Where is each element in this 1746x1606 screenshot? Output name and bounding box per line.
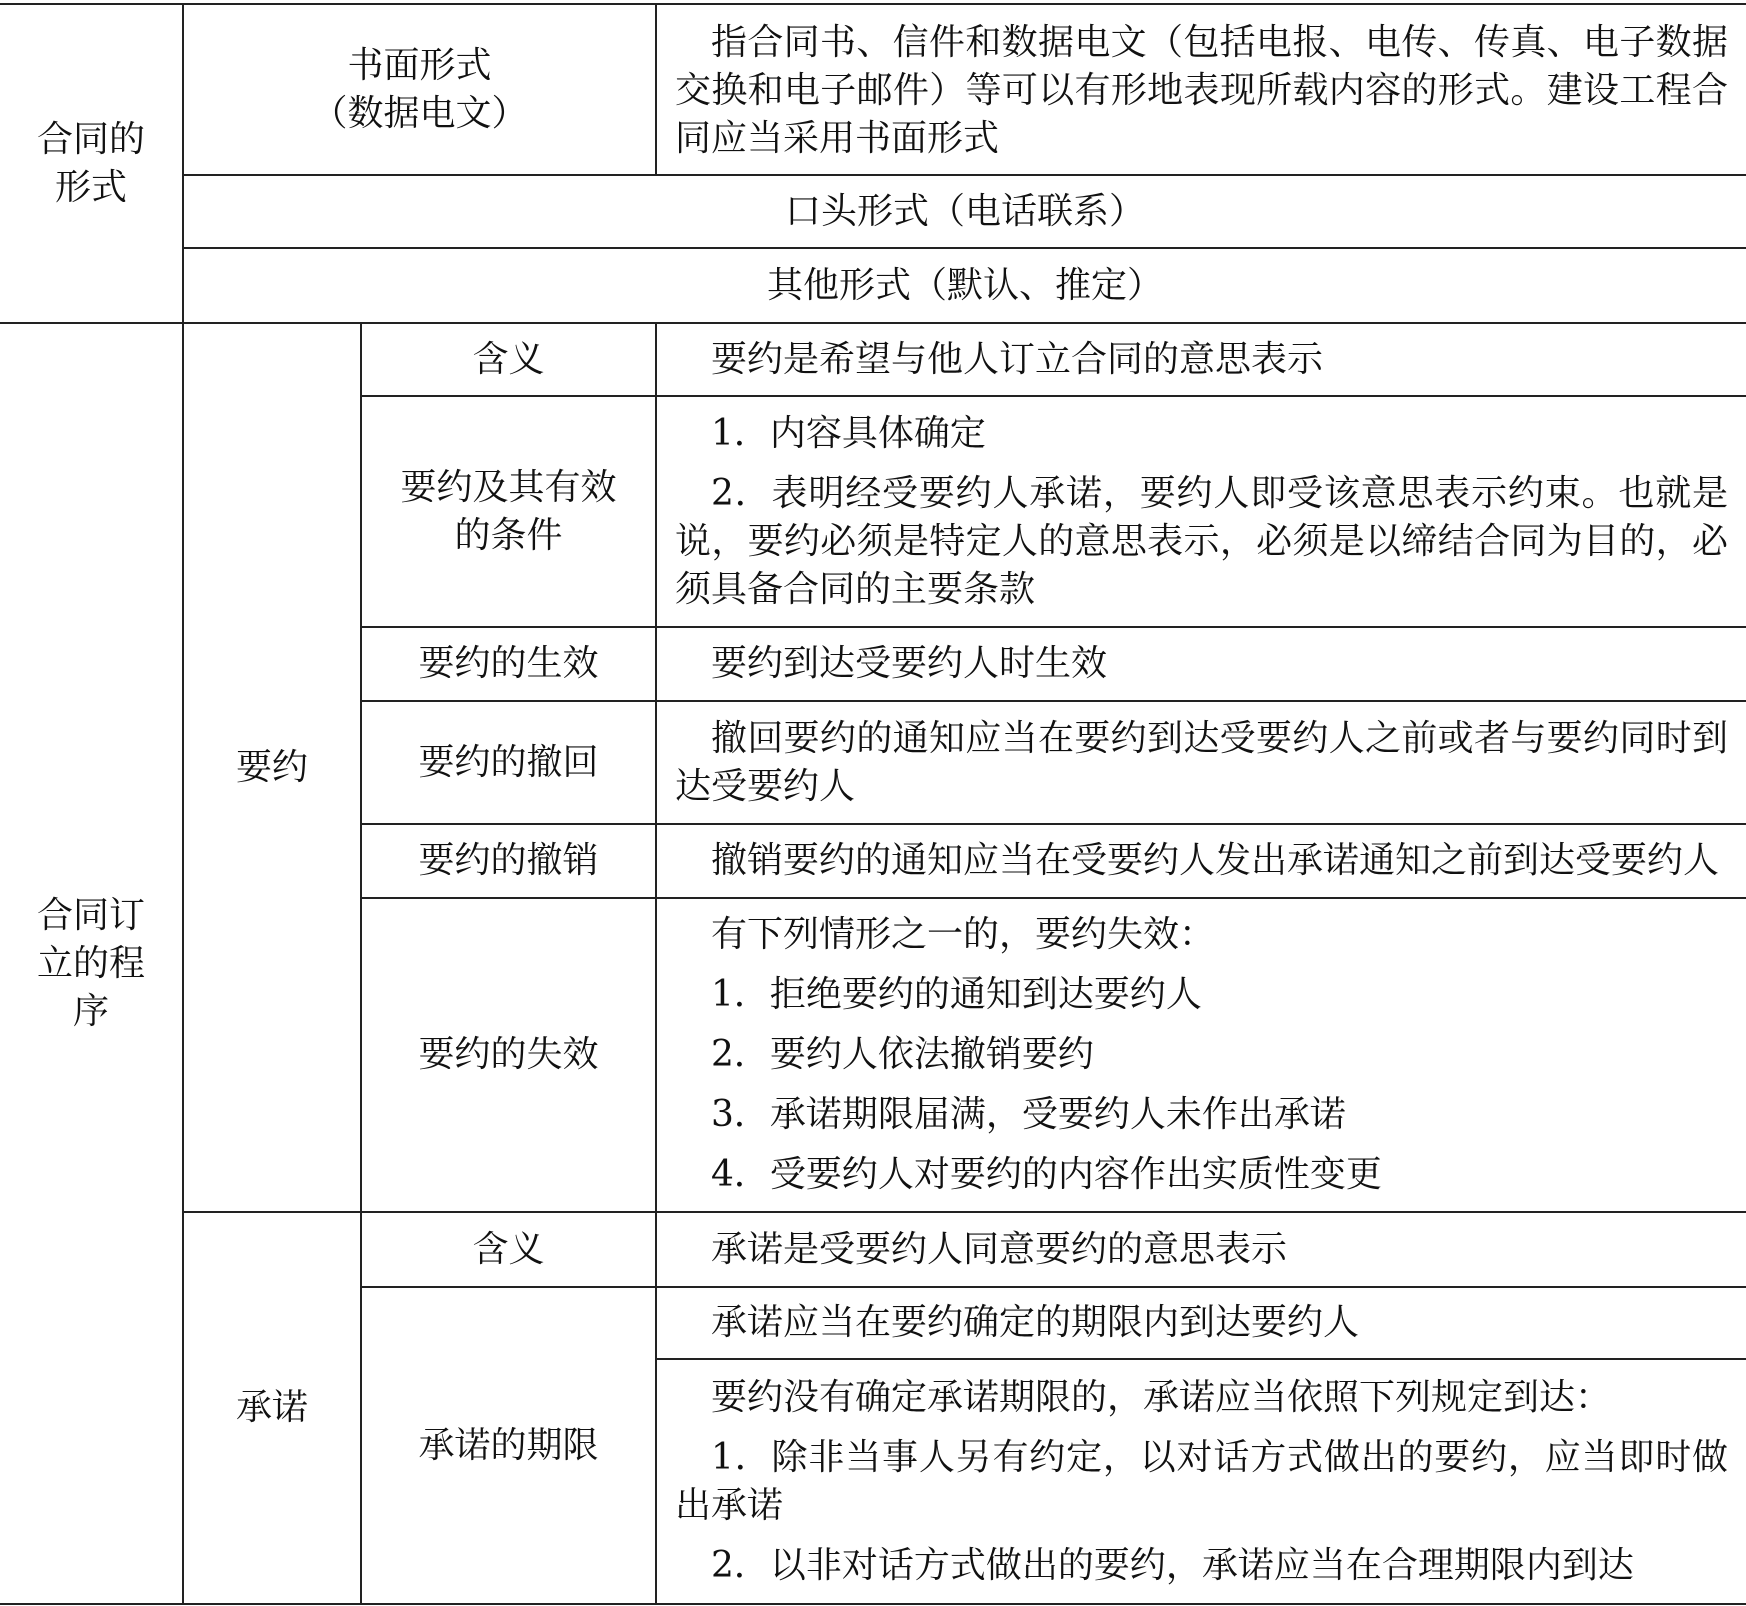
offer-revoke-label: 要约的撤销 (418, 840, 599, 881)
offer-revoke-desc: 撤销要约的通知应当在受要约人发出承诺通知之前到达受要约人 (711, 840, 1720, 881)
table-row (0, 323, 1746, 396)
table-row (0, 175, 1746, 248)
offer-meaning-desc-cell (656, 323, 1746, 396)
offer-effect-desc: 要约到达受要约人时生效 (711, 643, 1108, 684)
offer-label-cell (183, 323, 361, 1212)
offer-conditions-label-cell (361, 396, 656, 627)
offer-condition-item-2: 2．表明经受要约人承诺，要约人即受该意思表示约束。也就是说，要约必须是特定人的意思表示，必须是以缔结合同为目的，必须具备合同的主要条款 (675, 472, 1729, 610)
acceptance-period-label-cell (361, 1287, 656, 1604)
offer-effect-label: 要约的生效 (418, 643, 599, 684)
written-form-label-line-2: （数据电文） (311, 92, 528, 134)
offer-lapse-label: 要约的失效 (418, 1034, 599, 1075)
offer-lapse-item-2: 2．要约人依法撤销要约 (711, 1034, 1094, 1075)
acceptance-meaning-label: 含义 (472, 1228, 545, 1270)
acceptance-label: 承诺 (235, 1387, 308, 1428)
acceptance-period-desc1-cell (656, 1287, 1746, 1359)
form-category-line-1: 合同的 (36, 118, 145, 160)
form-category-line-2: 形式 (54, 166, 127, 208)
offer-meaning-desc: 要约是希望与他人订立合同的意思表示 (711, 338, 1324, 380)
contract-table (0, 3, 1746, 1605)
offer-lapse-desc-cell (656, 898, 1746, 1212)
procedure-category-cell (0, 323, 183, 1604)
offer-lapse-label-cell (361, 898, 656, 1212)
acceptance-period-desc1: 承诺应当在要约确定的期限内到达要约人 (711, 1302, 1360, 1343)
table-row (0, 248, 1746, 323)
offer-withdraw-desc-cell (656, 701, 1746, 824)
written-form-label-cell (183, 4, 656, 175)
oral-form-cell (183, 175, 1746, 248)
written-form-label-line-1: 书面形式 (347, 44, 492, 86)
acceptance-meaning-desc: 承诺是受要约人同意要约的意思表示 (711, 1228, 1288, 1270)
acceptance-meaning-desc-cell (656, 1212, 1746, 1287)
acceptance-period-item-1: 1．除非当事人另有约定，以对话方式做出的要约，应当即时做出承诺 (675, 1436, 1729, 1526)
acceptance-label-cell (183, 1212, 361, 1604)
acceptance-period-desc2-cell (656, 1359, 1746, 1604)
procedure-category-line-1: 合同订 (36, 894, 145, 936)
other-form-text: 其他形式（默认、推定） (767, 264, 1164, 306)
written-form-desc: 指合同书、信件和数据电文（包括电报、电传、传真、电子数据交换和电子邮件）等可以有形地表现所载内容的形式。建设工程合同应当采用书面形式 (675, 22, 1729, 159)
offer-conditions-label-line-1: 要约及其有效 (400, 466, 617, 508)
offer-meaning-label-cell (361, 323, 656, 396)
offer-withdraw-label: 要约的撤回 (418, 741, 599, 783)
offer-lapse-item-4: 4．受要约人对要约的内容作出实质性变更 (711, 1154, 1382, 1195)
written-form-desc-cell (656, 4, 1746, 175)
table-row (0, 1212, 1746, 1287)
offer-revoke-label-cell (361, 824, 656, 898)
offer-withdraw-label-cell (361, 701, 656, 824)
table-row (0, 4, 1746, 175)
offer-lapse-item-intro: 有下列情形之一的，要约失效： (711, 914, 1216, 955)
offer-effect-label-cell (361, 627, 656, 701)
procedure-category-line-2: 立的程 (36, 942, 145, 984)
procedure-category-line-3: 序 (72, 990, 109, 1032)
offer-meaning-label: 含义 (472, 338, 545, 380)
offer-revoke-desc-cell (656, 824, 1746, 898)
offer-label: 要约 (235, 746, 308, 788)
offer-conditions-label-line-2: 的条件 (454, 514, 563, 556)
offer-lapse-item-3: 3．承诺期限届满，受要约人未作出承诺 (711, 1094, 1346, 1135)
acceptance-period-item-2: 2．以非对话方式做出的要约，承诺应当在合理期限内到达 (711, 1544, 1634, 1586)
acceptance-meaning-label-cell (361, 1212, 656, 1287)
form-category-cell (0, 4, 183, 323)
acceptance-period-item-intro: 要约没有确定承诺期限的，承诺应当依照下列规定到达： (711, 1376, 1612, 1418)
offer-effect-desc-cell (656, 627, 1746, 701)
offer-conditions-desc-cell (656, 396, 1746, 627)
offer-lapse-item-1: 1．拒绝要约的通知到达要约人 (711, 974, 1202, 1015)
offer-condition-item-1: 1．内容具体确定 (711, 412, 986, 454)
acceptance-period-label: 承诺的期限 (418, 1424, 599, 1466)
other-form-cell (183, 248, 1746, 323)
offer-withdraw-desc: 撤回要约的通知应当在要约到达受要约人之前或者与要约同时到达受要约人 (675, 717, 1729, 807)
oral-form-text: 口头形式（电话联系） (785, 190, 1146, 232)
